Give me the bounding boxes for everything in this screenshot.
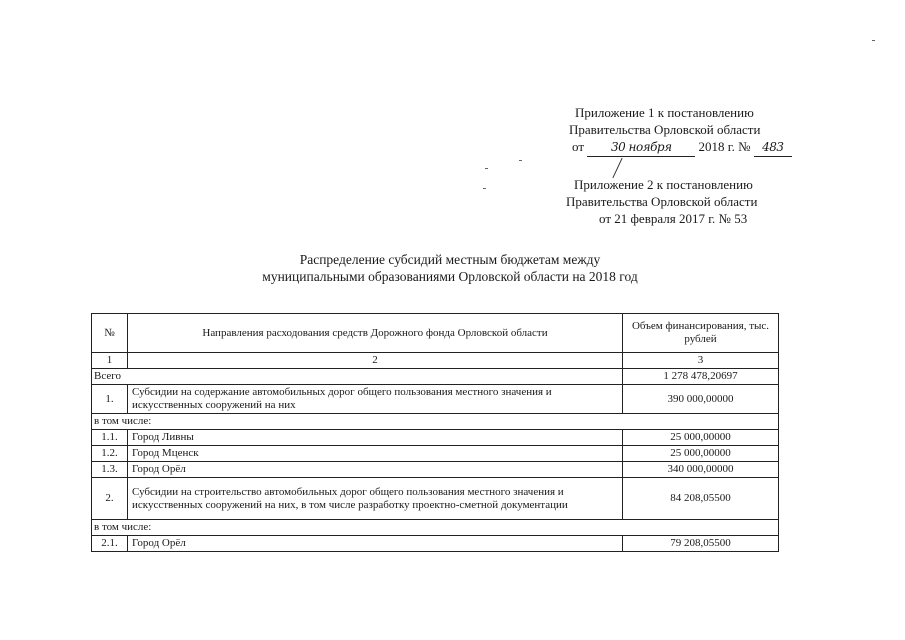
row-number: 2.: [92, 478, 128, 520]
row-number: 1.1.: [92, 430, 128, 446]
subsidy-table: [91, 313, 779, 552]
row-text: Город Орёл: [128, 536, 623, 552]
header-direction: Направления расходования средств Дорожного фонда Орловской области: [128, 314, 623, 353]
row-number: 1.2.: [92, 446, 128, 462]
scan-speck: [872, 40, 875, 41]
row-text: Город Орёл: [128, 462, 623, 478]
row-number: 1.3.: [92, 462, 128, 478]
appendix-2-block: [566, 176, 806, 227]
section-label: в том числе:: [92, 520, 779, 536]
title-line-2: муниципальными образованиями Орловской области на 2018 год: [262, 269, 638, 284]
row-text: Город Мценск: [128, 446, 623, 462]
table-row: [92, 536, 779, 552]
table-index-row: [92, 353, 779, 369]
row-value: 25 000,00000: [623, 430, 779, 446]
table-row: [92, 478, 779, 520]
appendix-2-line-3: от 21 февраля 2017 г. № 53: [599, 211, 748, 226]
index-cell: 3: [623, 353, 779, 369]
handwritten-date: 30 ноября: [587, 139, 695, 157]
index-cell: 2: [128, 353, 623, 369]
table-section-row: [92, 414, 779, 430]
appendix-1-block: [569, 104, 809, 157]
appendix-1-line-1: Приложение 1 к постановлению: [575, 105, 754, 120]
table-header-row: [92, 314, 779, 353]
row-value: 79 208,05500: [623, 536, 779, 552]
section-label: в том числе:: [92, 414, 779, 430]
row-number: 2.1.: [92, 536, 128, 552]
table-row: [92, 385, 779, 414]
table-row: [92, 462, 779, 478]
handwritten-number: 483: [754, 139, 792, 157]
row-text: Субсидии на содержание автомобильных дорог общего пользования местного значения и искусственных сооружений на них: [128, 385, 623, 414]
index-cell: 1: [92, 353, 128, 369]
row-text: Субсидии на строительство автомобильных дорог общего пользования местного значения и искусственных сооружений на них, в том числе разработку проектно-сметной документации: [128, 478, 623, 520]
total-label: Всего: [92, 369, 623, 385]
table-section-row: [92, 520, 779, 536]
header-number: №: [92, 314, 128, 353]
document-title: [180, 251, 720, 285]
appendix-1-year-number: 2018 г. №: [698, 139, 751, 154]
scan-speck: [519, 160, 522, 161]
row-number: 1.: [92, 385, 128, 414]
table-row: [92, 430, 779, 446]
row-value: 25 000,00000: [623, 446, 779, 462]
table-row-total: [92, 369, 779, 385]
total-value: 1 278 478,20697: [623, 369, 779, 385]
header-amount: Объем финансирования, тыс. рублей: [623, 314, 779, 353]
appendix-2-line-2: Правительства Орловской области: [566, 194, 758, 209]
appendix-2-line-1: Приложение 2 к постановлению: [574, 177, 753, 192]
row-value: 340 000,00000: [623, 462, 779, 478]
appendix-1-line-3: [569, 138, 809, 157]
table-row: [92, 446, 779, 462]
scan-speck: [483, 188, 486, 189]
appendix-1-from: от: [572, 139, 585, 154]
row-value: 390 000,00000: [623, 385, 779, 414]
appendix-1-line-2: Правительства Орловской области: [569, 122, 761, 137]
row-text: Город Ливны: [128, 430, 623, 446]
scan-speck: [485, 168, 488, 169]
title-line-1: Распределение субсидий местным бюджетам между: [299, 252, 601, 267]
row-value: 84 208,05500: [623, 478, 779, 520]
